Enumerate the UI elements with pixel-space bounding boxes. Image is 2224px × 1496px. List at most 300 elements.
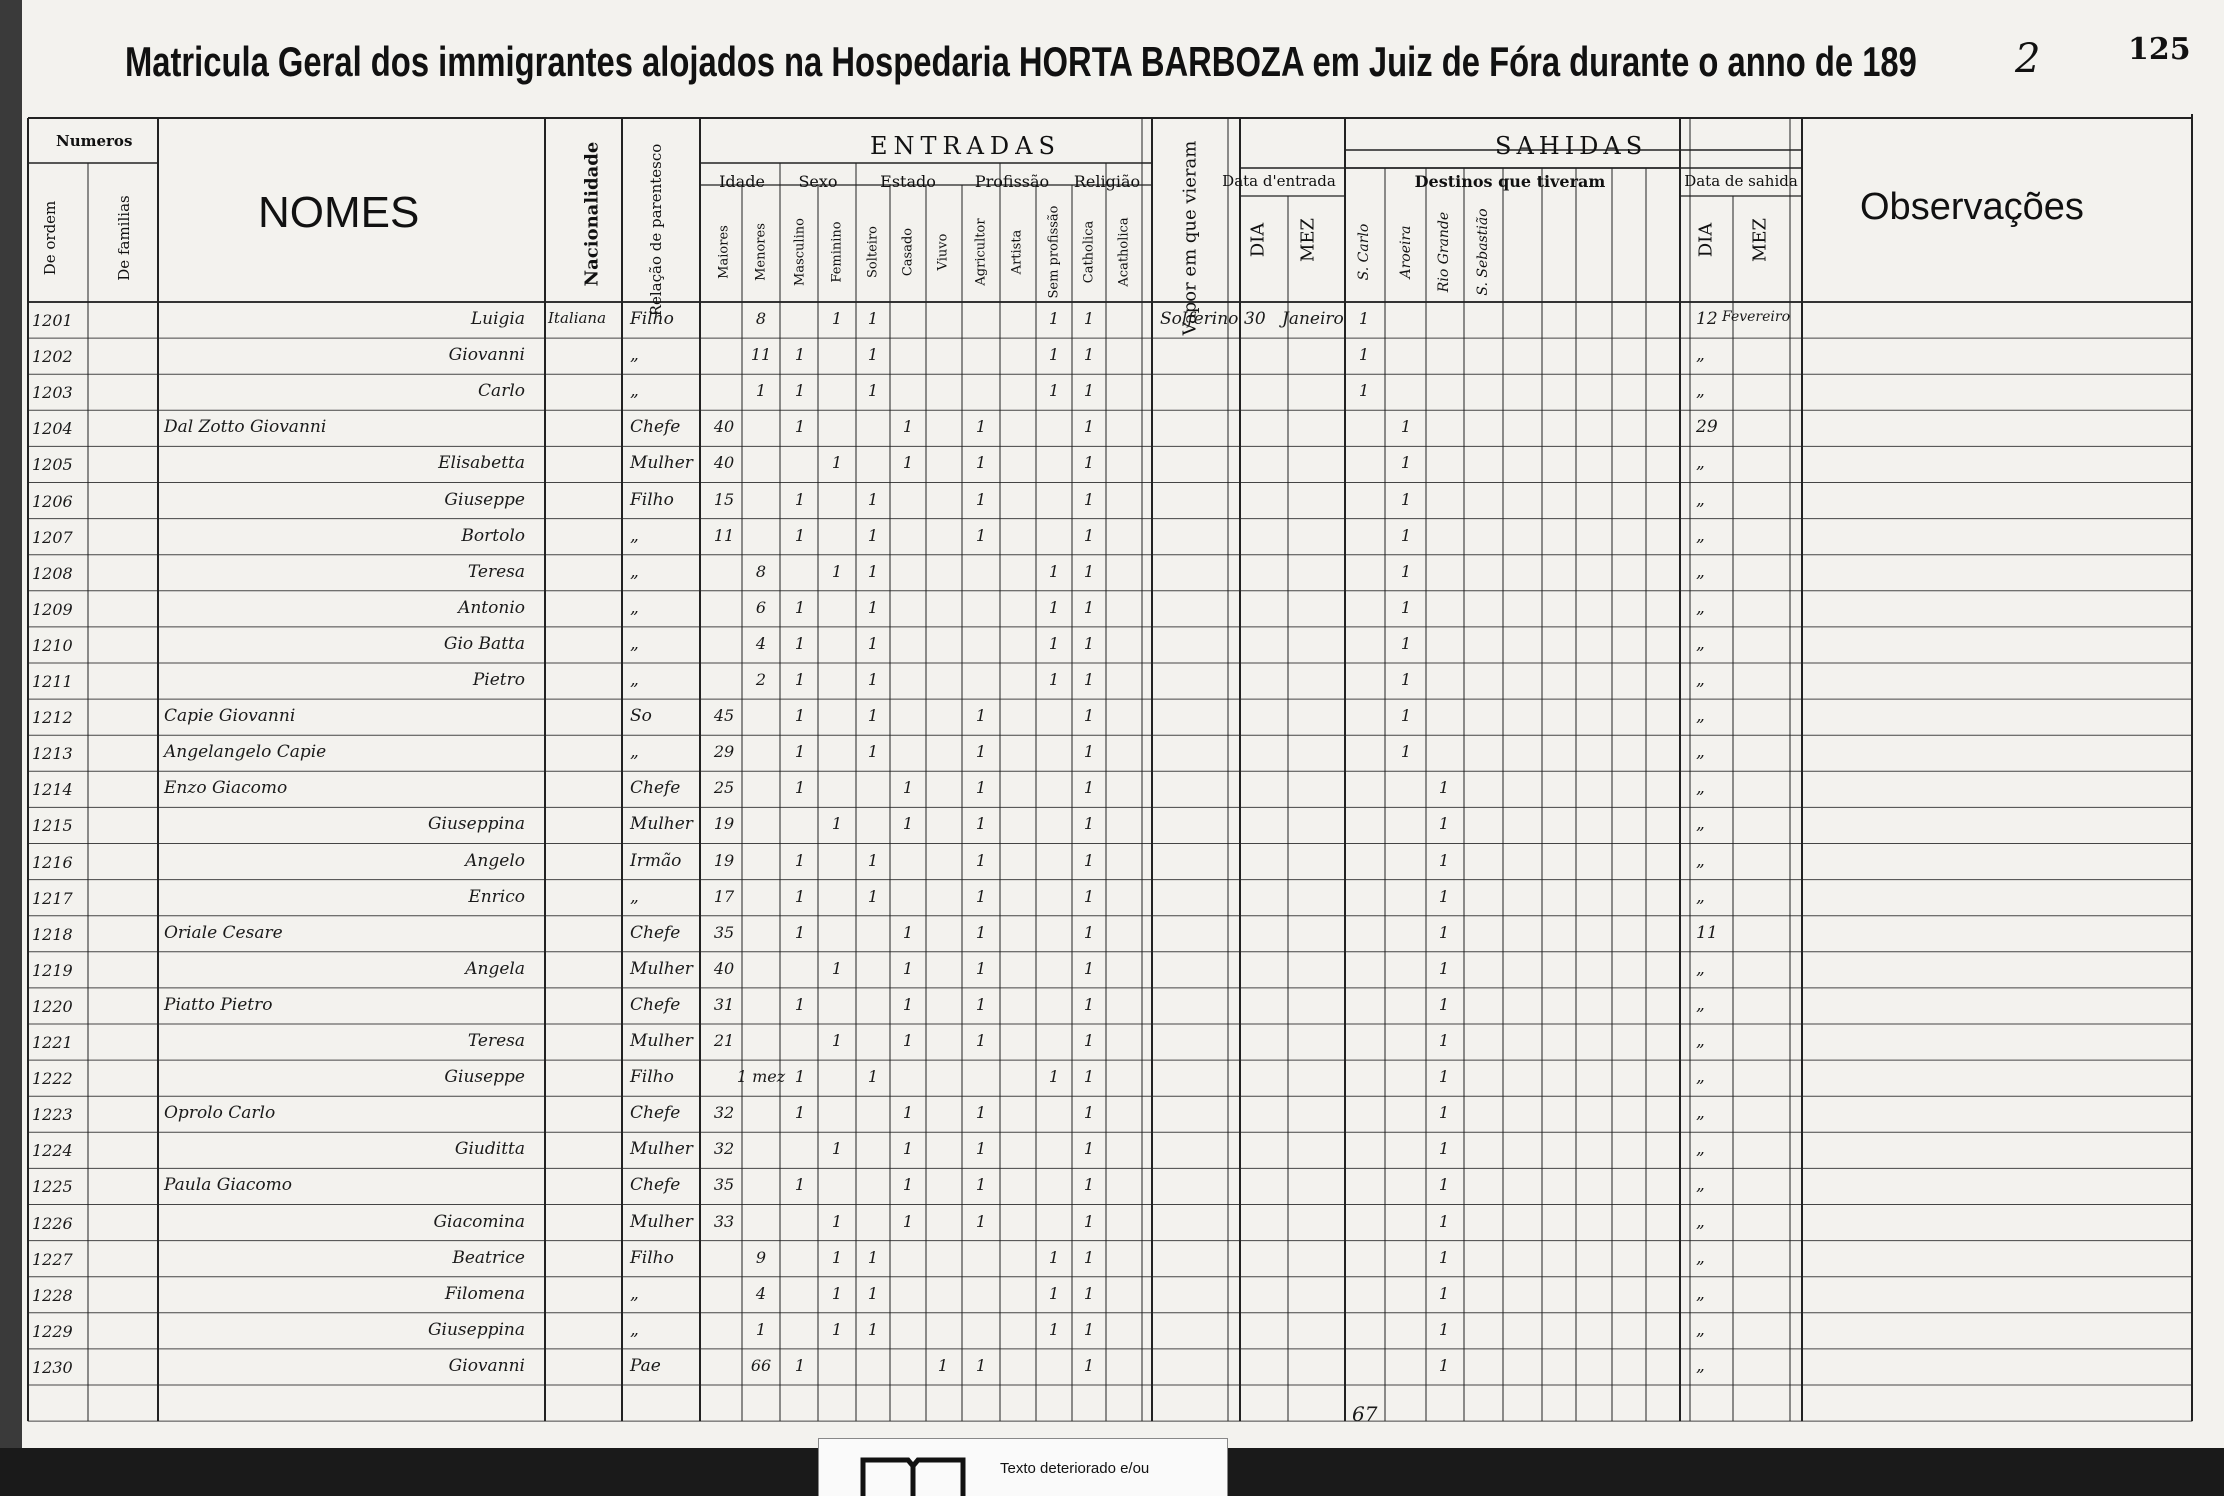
nomes-header: NOMES — [258, 188, 420, 237]
row-given-name: Beatrice — [452, 1247, 525, 1268]
row-sahida-dia: „ — [1696, 1139, 1705, 1160]
row-maior: 25 — [713, 778, 735, 798]
row-relation: „ — [630, 1319, 639, 1340]
row-family-name: Enzo Giacomo — [164, 778, 288, 799]
row-fem: 1 — [831, 1211, 843, 1231]
row-cas: 1 — [902, 453, 914, 473]
row-cat: 1 — [1083, 1139, 1095, 1159]
casado-header: Casado — [900, 227, 916, 277]
row-fem: 1 — [831, 309, 843, 328]
row-maior: 45 — [713, 706, 735, 726]
row-cat: 1 — [1083, 525, 1095, 545]
numeros-header: Numeros — [56, 132, 133, 150]
row-ordem: 1212 — [32, 708, 73, 728]
agricultor-header: Agricultor — [973, 218, 989, 286]
row-given-name: Luigia — [470, 309, 525, 329]
row-relation: „ — [630, 742, 639, 763]
de-ordem-header: De ordem — [41, 200, 59, 276]
row-destino: 1 — [1400, 453, 1412, 473]
row-cat: 1 — [1083, 850, 1095, 870]
row-masc: 1 — [794, 417, 806, 437]
row-given-name: Gio Batta — [443, 633, 525, 654]
menores-header: Menores — [753, 223, 769, 281]
row-sahida-dia: „ — [1696, 561, 1705, 582]
row-cat: 1 — [1083, 453, 1095, 473]
row-sahida-dia: „ — [1696, 1283, 1705, 1304]
row-given-name: Angelo — [465, 850, 525, 871]
row-masc: 1 — [794, 525, 806, 545]
row-relation: Filho — [630, 1067, 674, 1088]
vapor-header: Vapor em que vieram — [1179, 140, 1201, 336]
solteiro-header: Solteiro — [865, 225, 881, 279]
row-given-name: Enrico — [468, 886, 525, 907]
masculino-header: Masculino — [792, 218, 808, 286]
row-sahida-dia: „ — [1696, 1211, 1705, 1232]
row-sahida-dia: „ — [1696, 778, 1705, 799]
row-given-name: Elisabetta — [438, 453, 525, 474]
row-cat: 1 — [1083, 345, 1095, 365]
row-destino: 1 — [1438, 1247, 1450, 1267]
row-ordem: 1229 — [32, 1321, 73, 1341]
row-relation: „ — [630, 597, 639, 618]
row-destino: 1 — [1438, 1067, 1450, 1087]
row-masc: 1 — [794, 381, 806, 401]
row-menor: 9 — [755, 1247, 767, 1267]
row-masc: 1 — [794, 633, 806, 653]
row-masc: 1 — [794, 706, 806, 726]
row-destino: 1 — [1438, 1283, 1450, 1303]
row-agr: 1 — [975, 1103, 987, 1123]
row-ordem: 1219 — [32, 960, 73, 980]
page-number: 125 — [2128, 32, 2191, 67]
row-agr: 1 — [975, 489, 987, 509]
row-fem: 1 — [831, 1283, 843, 1303]
row-ordem: 1209 — [32, 599, 73, 619]
row-cat: 1 — [1083, 1103, 1095, 1123]
row-ordem: 1220 — [32, 996, 73, 1016]
row-given-name: Angela — [465, 958, 525, 979]
row-cat: 1 — [1083, 561, 1095, 581]
row-cas: 1 — [902, 1031, 914, 1050]
row-sahida-dia: „ — [1696, 345, 1705, 366]
row-menor: 66 — [750, 1355, 772, 1375]
row-vapor: Solferino — [1160, 309, 1239, 329]
row-relation: „ — [630, 345, 639, 366]
row-cat: 1 — [1083, 417, 1095, 437]
row-maior: 31 — [713, 994, 735, 1014]
row-masc: 1 — [794, 850, 806, 870]
row-fem: 1 — [831, 1139, 843, 1159]
row-ordem: 1207 — [32, 527, 73, 547]
row-destino: 1 — [1358, 381, 1370, 401]
artista-header: Artista — [1009, 229, 1025, 275]
row-solt: 1 — [867, 561, 879, 581]
row-ordem: 1217 — [32, 888, 73, 908]
row-solt: 1 — [867, 850, 879, 870]
row-relation: „ — [630, 886, 639, 907]
row-sahida-dia: „ — [1696, 706, 1705, 727]
row-family-name: Capie Giovanni — [164, 706, 296, 727]
row-ordem: 1206 — [32, 491, 73, 511]
row-destino: 1 — [1438, 814, 1450, 834]
row-sahida-dia: „ — [1696, 814, 1705, 835]
row-fem: 1 — [831, 561, 843, 581]
row-solt: 1 — [867, 1283, 879, 1303]
row-cat: 1 — [1083, 958, 1095, 978]
row-sahida-dia: „ — [1696, 994, 1705, 1015]
row-fem: 1 — [831, 1031, 843, 1050]
row-given-name: Teresa — [467, 561, 525, 582]
row-relation: Chefe — [630, 1103, 681, 1124]
row-agr: 1 — [975, 525, 987, 545]
row-sem: 1 — [1048, 1067, 1060, 1087]
row-solt: 1 — [867, 886, 879, 906]
row-agr: 1 — [975, 1031, 987, 1050]
row-relation: Filho — [630, 1247, 674, 1268]
row-cat: 1 — [1083, 670, 1095, 689]
row-relation: „ — [630, 561, 639, 582]
row-destino: 1 — [1438, 1139, 1450, 1159]
de-familias-header: De familias — [115, 195, 133, 281]
row-relation: „ — [630, 1283, 639, 1304]
row-given-name: Filomena — [444, 1283, 525, 1304]
row-relation: Pae — [630, 1355, 661, 1376]
row-destino: 1 — [1400, 561, 1412, 581]
nacionalidade-header: Nacionalidade — [581, 141, 603, 287]
row-maior: 35 — [713, 922, 735, 942]
row-nationality: Italiana — [548, 309, 607, 327]
profissao-header: Profissão — [974, 172, 1050, 191]
row-destino: 1 — [1400, 417, 1412, 437]
row-relation: Chefe — [630, 778, 681, 799]
row-ordem: 1205 — [32, 455, 73, 475]
row-menor: 6 — [755, 597, 767, 617]
row-maior: 29 — [713, 742, 735, 762]
row-relation: Chefe — [630, 417, 681, 438]
row-family-name: Dal Zotto Giovanni — [164, 417, 327, 438]
row-maior: 32 — [713, 1103, 735, 1123]
sahida-mez-header: MEZ — [1749, 217, 1771, 263]
row-relation: „ — [630, 525, 639, 546]
row-fem: 1 — [831, 453, 843, 473]
row-solt: 1 — [867, 1067, 879, 1087]
row-ordem: 1204 — [32, 419, 73, 439]
row-given-name: Giuditta — [454, 1139, 525, 1160]
row-agr: 1 — [975, 994, 987, 1014]
row-relation: Chefe — [630, 922, 681, 943]
row-destino: 1 — [1438, 994, 1450, 1014]
row-agr: 1 — [975, 1211, 987, 1231]
row-solt: 1 — [867, 597, 879, 617]
row-family-name: Oriale Cesare — [164, 922, 283, 943]
sahidas-header: SAHIDAS — [1495, 132, 1648, 160]
row-menor: 1 mez — [736, 1067, 786, 1087]
row-relation: Mulher — [630, 1031, 693, 1051]
row-cat: 1 — [1083, 994, 1095, 1014]
row-cas: 1 — [902, 417, 914, 437]
destinos-header: Destinos que tiveram — [1414, 172, 1606, 191]
row-menor: 1 — [755, 381, 767, 401]
row-cat: 1 — [1083, 1031, 1095, 1050]
row-ordem: 1201 — [32, 311, 73, 330]
row-solt: 1 — [867, 706, 879, 726]
row-family-name: Piatto Pietro — [164, 994, 273, 1015]
row-fem: 1 — [831, 814, 843, 834]
row-sem: 1 — [1048, 1283, 1060, 1303]
row-ordem: 1215 — [32, 816, 73, 836]
row-ordem: 1223 — [32, 1105, 73, 1125]
row-agr: 1 — [975, 706, 987, 726]
row-destino: 1 — [1438, 1319, 1450, 1339]
row-family-name: Angelangelo Capie — [164, 742, 327, 763]
page-title: Matricula Geral dos immigrantes alojados na Hospedaria HORTA BARBOZA em Juiz de Fóra durante o anno de 189 — [125, 38, 1917, 85]
destino-3-header: Rio Grande — [1436, 211, 1452, 293]
row-maior: 32 — [713, 1139, 735, 1159]
row-relation: „ — [630, 670, 639, 690]
row-given-name: Giovanni — [448, 1355, 525, 1376]
row-masc: 1 — [794, 742, 806, 762]
row-sahida-dia: 12 — [1696, 309, 1718, 329]
row-cat: 1 — [1083, 706, 1095, 726]
row-cat: 1 — [1083, 778, 1095, 798]
row-given-name: Teresa — [467, 1031, 525, 1051]
row-sem: 1 — [1048, 345, 1060, 365]
row-ordem: 1210 — [32, 635, 73, 655]
row-menor: 1 — [755, 1319, 767, 1339]
row-agr: 1 — [975, 417, 987, 437]
row-cat: 1 — [1083, 742, 1095, 762]
row-cas: 1 — [902, 922, 914, 942]
idade-header: Idade — [719, 172, 765, 191]
row-solt: 1 — [867, 742, 879, 762]
row-sahida-dia: „ — [1696, 597, 1705, 618]
row-destino: 1 — [1438, 850, 1450, 870]
row-relation: Filho — [630, 489, 674, 510]
row-agr: 1 — [975, 778, 987, 798]
row-relation: „ — [630, 381, 639, 402]
row-family-name: Paula Giacomo — [164, 1175, 292, 1196]
row-agr: 1 — [975, 1355, 987, 1375]
row-masc: 1 — [794, 778, 806, 798]
row-sahida-dia: „ — [1696, 1103, 1705, 1124]
row-given-name: Giacomina — [433, 1211, 525, 1232]
row-solt: 1 — [867, 381, 879, 401]
row-given-name: Giuseppina — [427, 814, 525, 835]
row-ordem: 1214 — [32, 780, 73, 800]
row-sem: 1 — [1048, 670, 1060, 689]
row-ordem: 1228 — [32, 1285, 73, 1305]
row-entrada-dia: 30 — [1244, 309, 1266, 329]
row-cas: 1 — [902, 958, 914, 978]
sexo-header: Sexo — [798, 172, 838, 191]
row-cas: 1 — [902, 814, 914, 834]
row-ordem: 1208 — [32, 563, 73, 583]
row-ordem: 1225 — [32, 1177, 73, 1197]
row-sahida-mez: Fevereiro — [1722, 309, 1791, 325]
row-ordem: 1203 — [32, 383, 73, 403]
row-cat: 1 — [1083, 1283, 1095, 1303]
row-cas: 1 — [902, 778, 914, 798]
row-destino: 1 — [1438, 886, 1450, 906]
book-icon — [858, 1452, 968, 1496]
row-sahida-dia: „ — [1696, 453, 1705, 474]
destino-4-header: S. Sebastião — [1475, 208, 1491, 296]
row-ordem: 1230 — [32, 1357, 73, 1377]
observacoes-header: Observações — [1860, 186, 2084, 228]
row-solt: 1 — [867, 525, 879, 545]
row-maior: 40 — [713, 958, 735, 978]
row-agr: 1 — [975, 814, 987, 834]
religiao-header: Religião — [1073, 172, 1141, 191]
row-cat: 1 — [1083, 381, 1095, 401]
row-ordem: 1221 — [32, 1033, 73, 1052]
row-cat: 1 — [1083, 309, 1095, 328]
row-agr: 1 — [975, 742, 987, 762]
row-sahida-dia: „ — [1696, 670, 1705, 690]
row-sahida-dia: „ — [1696, 1247, 1705, 1268]
row-masc: 1 — [794, 922, 806, 942]
row-relation: Chefe — [630, 1175, 681, 1196]
row-masc: 1 — [794, 345, 806, 365]
row-menor: 8 — [755, 561, 767, 581]
row-sahida-dia: „ — [1696, 1355, 1705, 1376]
destino-1-header: S. Carlo — [1356, 223, 1372, 281]
row-menor: 4 — [755, 1283, 767, 1303]
row-maior: 19 — [713, 850, 735, 870]
row-sahida-dia: 11 — [1696, 922, 1718, 943]
entradas-header: ENTRADAS — [870, 132, 1061, 160]
row-sahida-dia: „ — [1696, 525, 1705, 546]
row-sahida-dia: „ — [1696, 1319, 1705, 1340]
row-destino: 1 — [1438, 922, 1450, 942]
row-destino: 1 — [1400, 489, 1412, 509]
row-ordem: 1211 — [32, 672, 73, 691]
row-sahida-dia: „ — [1696, 1175, 1705, 1196]
catholica-header: Catholica — [1081, 220, 1097, 284]
row-maior: 17 — [713, 886, 735, 906]
row-given-name: Pietro — [472, 670, 525, 690]
row-ordem: 1202 — [32, 347, 73, 367]
row-relation: Mulher — [630, 814, 693, 835]
row-solt: 1 — [867, 1319, 879, 1339]
row-cas: 1 — [902, 994, 914, 1014]
row-masc: 1 — [794, 886, 806, 906]
row-destino: 1 — [1400, 742, 1412, 762]
row-maior: 40 — [713, 453, 735, 473]
row-cat: 1 — [1083, 1319, 1095, 1339]
sahida-dia-header: DIA — [1695, 222, 1717, 258]
row-sem: 1 — [1048, 633, 1060, 653]
row-menor: 11 — [750, 345, 772, 365]
row-ordem: 1224 — [32, 1141, 73, 1161]
row-given-name: Giuseppina — [427, 1319, 525, 1340]
row-menor: 8 — [755, 309, 767, 328]
row-sahida-dia: „ — [1696, 381, 1705, 402]
row-sahida-dia: „ — [1696, 958, 1705, 979]
row-cat: 1 — [1083, 886, 1095, 906]
row-masc: 1 — [794, 670, 806, 689]
row-ordem: 1213 — [32, 744, 73, 764]
row-maior: 19 — [713, 814, 735, 834]
row-given-name: Antonio — [458, 597, 525, 618]
row-maior: 11 — [713, 525, 735, 545]
row-relation: Mulher — [630, 1139, 693, 1160]
row-cat: 1 — [1083, 1175, 1095, 1195]
row-ordem: 1226 — [32, 1213, 73, 1233]
row-solt: 1 — [867, 489, 879, 509]
row-cat: 1 — [1083, 597, 1095, 617]
row-solt: 1 — [867, 670, 879, 689]
row-cas: 1 — [902, 1139, 914, 1159]
row-masc: 1 — [794, 489, 806, 509]
row-destino: 1 — [1438, 1103, 1450, 1123]
row-cat: 1 — [1083, 1067, 1095, 1087]
row-cas: 1 — [902, 1103, 914, 1123]
row-maior: 15 — [713, 489, 735, 509]
row-agr: 1 — [975, 850, 987, 870]
row-solt: 1 — [867, 633, 879, 653]
row-destino: 1 — [1438, 1031, 1450, 1050]
row-cas: 1 — [902, 1211, 914, 1231]
row-sahida-dia: „ — [1696, 850, 1705, 871]
row-agr: 1 — [975, 1175, 987, 1195]
row-sahida-dia: „ — [1696, 1067, 1705, 1088]
row-maior: 40 — [713, 417, 735, 437]
row-destino: 1 — [1358, 309, 1370, 328]
data-entrada-header: Data d'entrada — [1222, 172, 1336, 190]
row-masc: 1 — [794, 994, 806, 1014]
row-sahida-dia: „ — [1696, 886, 1705, 907]
year-handwritten: 2 — [2015, 36, 2041, 82]
row-relation: „ — [630, 633, 639, 654]
row-sem: 1 — [1048, 1247, 1060, 1267]
entrada-dia-header: DIA — [1247, 222, 1269, 258]
row-relation: Mulher — [630, 453, 693, 474]
row-sahida-dia: „ — [1696, 1031, 1705, 1051]
row-cat: 1 — [1083, 814, 1095, 834]
row-masc: 1 — [794, 1355, 806, 1375]
row-given-name: Carlo — [478, 381, 525, 402]
row-family-name: Oprolo Carlo — [164, 1103, 276, 1124]
row-entrada-mez: Janeiro — [1282, 309, 1344, 329]
row-fem: 1 — [831, 1247, 843, 1267]
row-destino: 1 — [1400, 525, 1412, 545]
row-relation: Filho — [630, 309, 674, 329]
row-solt: 1 — [867, 309, 879, 328]
row-cas: 1 — [902, 1175, 914, 1195]
row-maior: 35 — [713, 1175, 735, 1195]
row-relation: So — [630, 706, 652, 727]
row-agr: 1 — [975, 958, 987, 978]
row-ordem: 1218 — [32, 924, 73, 944]
row-destino: 1 — [1400, 706, 1412, 726]
entrada-mez-header: MEZ — [1297, 217, 1319, 263]
row-destino: 1 — [1400, 633, 1412, 653]
row-maior: 33 — [713, 1211, 735, 1231]
row-relation: Mulher — [630, 958, 693, 979]
row-ordem: 1227 — [32, 1249, 73, 1269]
row-given-name: Giovanni — [448, 345, 525, 366]
row-sem: 1 — [1048, 561, 1060, 581]
row-cat: 1 — [1083, 633, 1095, 653]
row-destino: 1 — [1400, 670, 1412, 689]
row-sahida-dia: „ — [1696, 633, 1705, 654]
row-maior: 21 — [713, 1031, 735, 1050]
row-masc: 1 — [794, 1175, 806, 1195]
destino-2-header: Aroeira — [1398, 225, 1414, 279]
row-solt: 1 — [867, 1247, 879, 1267]
row-agr: 1 — [975, 922, 987, 942]
